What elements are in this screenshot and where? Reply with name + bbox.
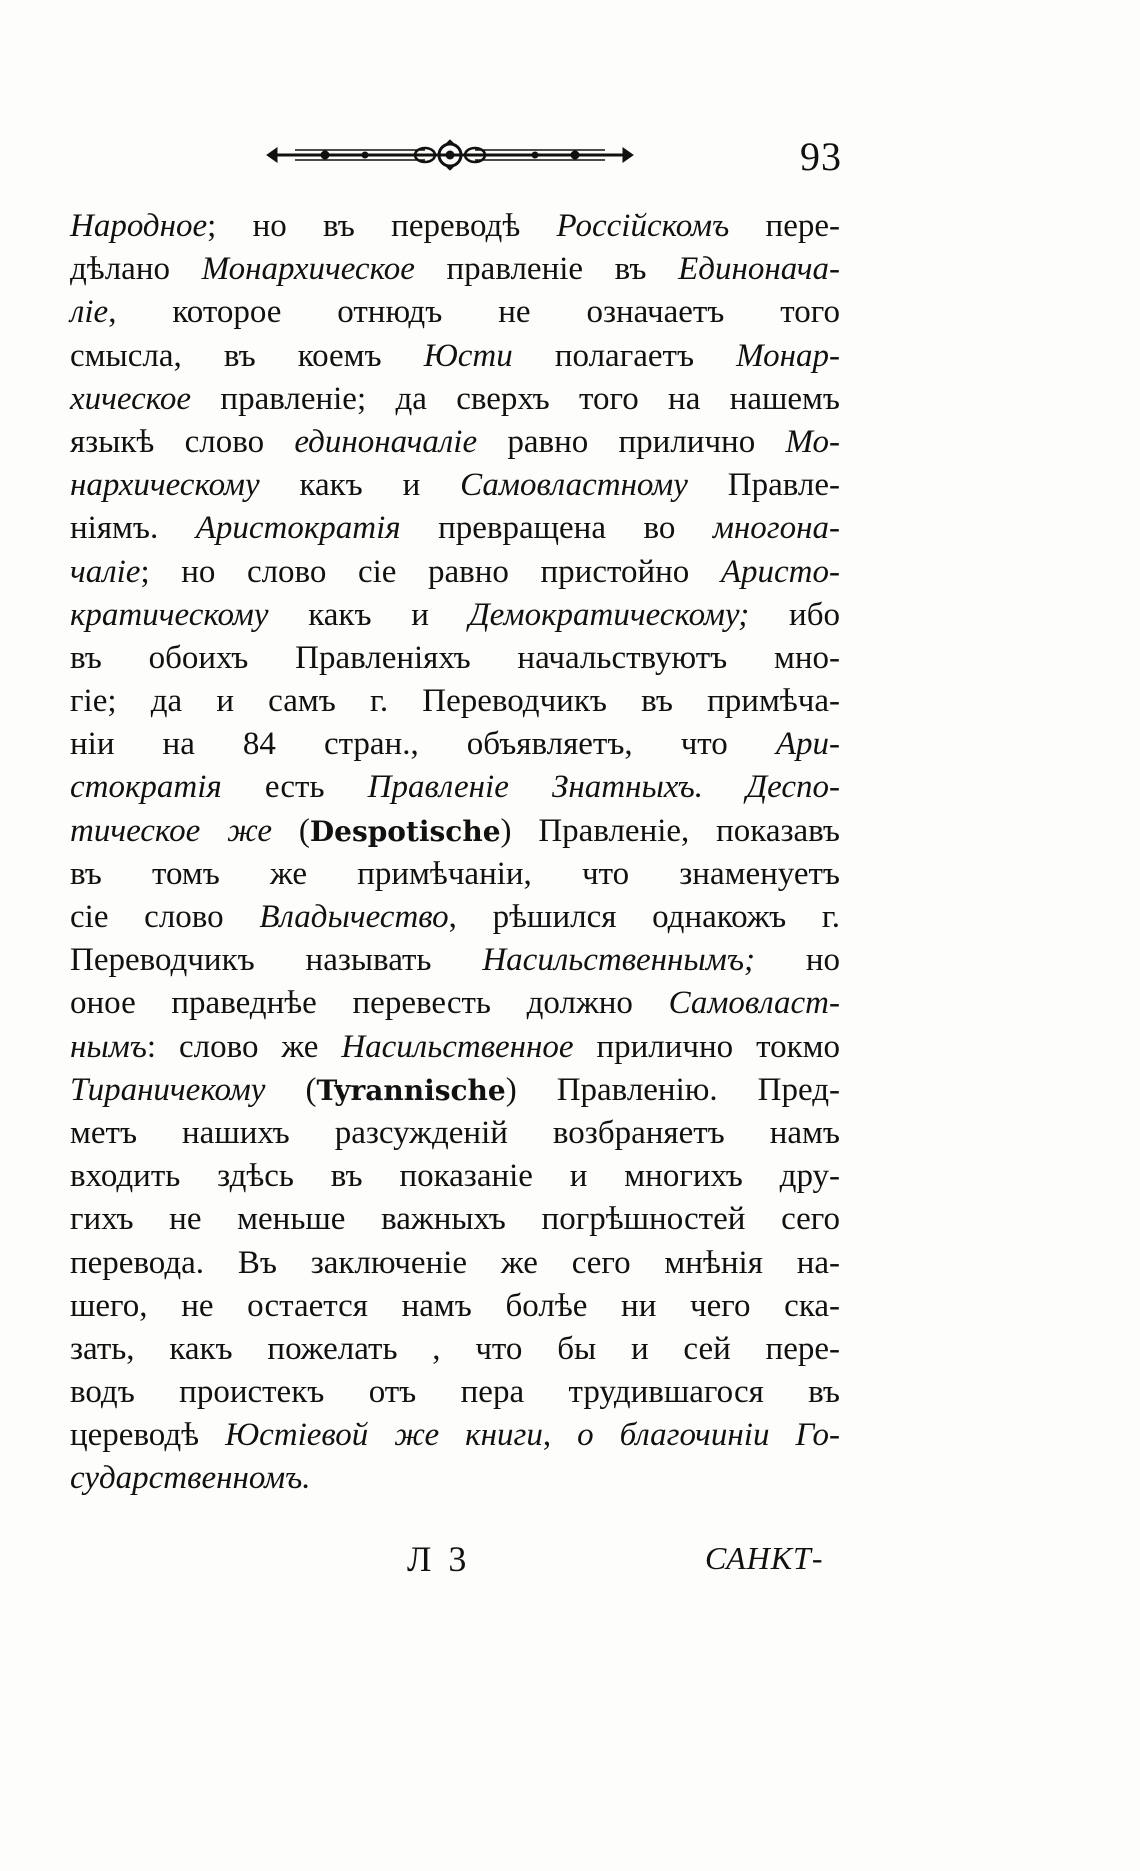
text-span: входить здѣсь въ показаніе и многихъ дру- (70, 1158, 840, 1195)
text-span: метъ нашихъ разсужденій возбраняетъ намъ (70, 1114, 840, 1151)
text-line (70, 335, 840, 378)
italic-text: Демократическому; (468, 596, 750, 633)
text-line (70, 507, 840, 550)
text-line (70, 982, 840, 1025)
floral-rule-ornament-icon (265, 138, 635, 172)
italic-text: о благочиніи Го- (577, 1417, 840, 1454)
text-span: правленіе; да сверхъ того на нашемъ (191, 380, 840, 417)
text-span: Переводчикъ называть (70, 942, 483, 979)
text-line (70, 1026, 840, 1069)
catchword: САНКТ- (705, 1540, 824, 1576)
italic-text: чаліе (70, 553, 141, 590)
italic-text: стократія (70, 769, 222, 806)
blackletter-text: Despotische (309, 814, 501, 848)
italic-text: сударственномъ. (70, 1460, 311, 1497)
text-line (70, 1112, 840, 1155)
text-span: ніи на 84 стран., объявляетъ, что (70, 726, 776, 763)
italic-text: Аристократія (195, 510, 401, 547)
text-span: водъ проистекъ отъ пера трудившагося въ (70, 1374, 840, 1411)
text-span: пере- (729, 208, 840, 244)
italic-text: Правленіе Знатныхъ. Деспо- (367, 769, 840, 806)
text-line (70, 464, 840, 507)
italic-text: Тираничекому (70, 1071, 266, 1108)
text-line (70, 291, 840, 334)
italic-text: Монархическое (201, 251, 415, 288)
signature-mark: Л 3 (407, 1539, 471, 1579)
text-line (70, 766, 840, 809)
text-line (70, 1242, 840, 1285)
italic-text: Самовласт- (668, 985, 840, 1022)
text-line (70, 1328, 840, 1371)
italic-text: единоначаліе (294, 423, 478, 460)
italic-text: ліе (70, 294, 109, 331)
text-line (70, 1155, 840, 1198)
italic-text: Юстіевой же книги (225, 1417, 543, 1454)
italic-text: многона- (712, 510, 840, 547)
text-line (70, 1457, 840, 1500)
text-span: гіе; да и самъ г. Переводчикъ въ примѣча- (70, 683, 840, 720)
text-span: дѣлано (70, 251, 202, 288)
text-span: ; но въ переводѣ (207, 208, 557, 244)
text-span: , которое отнюдъ не означаетъ того (108, 294, 840, 331)
text-line (70, 939, 840, 982)
italic-text: Аристо- (720, 553, 840, 590)
text-span: ) Правленію. Пред- (505, 1071, 840, 1108)
text-line (70, 810, 840, 853)
text-line (70, 1285, 840, 1328)
page-number: 93 (800, 134, 842, 179)
text-span: ибо (749, 596, 841, 633)
text-span: есть (221, 769, 368, 806)
blackletter-text: Tyrannische (316, 1073, 506, 1107)
text-span: какъ и (268, 596, 469, 633)
text-span: равно прилично (477, 423, 786, 460)
text-span: смысла, въ коемъ (70, 337, 424, 374)
text-line (70, 896, 840, 939)
text-line (70, 421, 840, 464)
text-span: ніямъ. (70, 510, 196, 547)
text-line (70, 680, 840, 723)
text-line (70, 1371, 840, 1414)
italic-text: Владычество (259, 899, 449, 935)
body-text (70, 205, 840, 1501)
text-line (70, 551, 840, 594)
text-line (70, 378, 840, 421)
text-line (70, 853, 840, 896)
text-line (70, 1414, 840, 1457)
italic-text: Ари- (775, 726, 840, 763)
text-span: какъ и (259, 467, 461, 504)
italic-text: Россійскомъ (556, 208, 730, 244)
italic-text: тическое же (70, 812, 273, 849)
text-line (70, 723, 840, 766)
text-line (70, 205, 840, 248)
text-span: , (542, 1417, 578, 1454)
text-span: превращена во (400, 510, 713, 547)
text-span: ; но слово сіе равно пристойно (140, 553, 721, 590)
italic-text: нымъ (70, 1028, 147, 1065)
italic-text: Насильственнымъ; (482, 942, 755, 979)
italic-text: Насильственное (341, 1028, 574, 1065)
text-span: ) Правленіе, показавъ (500, 812, 840, 849)
italic-text: нархическому (70, 467, 260, 504)
text-line (70, 637, 840, 680)
italic-text: Народное (70, 208, 208, 244)
text-span: оное праведнѣе перевесть должно (70, 985, 669, 1022)
text-span: , рѣшился однакожъ г. (448, 899, 840, 935)
text-span: прилично токмо (573, 1028, 841, 1065)
text-span: языкѣ слово (70, 423, 295, 460)
text-span: Правле- (687, 467, 840, 504)
text-span: сіе слово (70, 899, 260, 935)
text-span: зать, какъ пожелать , что бы и сей пере- (70, 1330, 840, 1367)
text-span: но (754, 942, 840, 979)
text-span: ( (272, 812, 310, 849)
text-span: перевода. Въ заключеніе же сего мнѣнія на- (70, 1244, 840, 1281)
italic-text: хическое (70, 380, 192, 417)
text-span: въ обоихъ Правленіяхъ начальствуютъ мно- (70, 639, 840, 676)
text-span: : слово же (146, 1028, 342, 1065)
italic-text: Юсти (423, 337, 513, 374)
text-span: въ томъ же примѣчаніи, что знаменуетъ (70, 855, 840, 892)
italic-text: Мо- (785, 423, 840, 460)
text-line (70, 594, 840, 637)
text-span: полагаетъ (512, 337, 737, 374)
text-span: шего, не остается намъ болѣе ни чего ска- (70, 1287, 840, 1324)
italic-text: Самовластному (460, 467, 688, 504)
text-span: правленіе въ (414, 251, 679, 288)
italic-text: Единонача- (678, 251, 840, 288)
italic-text: кратическому (70, 596, 269, 633)
text-line (70, 1198, 840, 1241)
text-line (70, 1069, 840, 1112)
text-line (70, 248, 840, 291)
text-span: гихъ не меньше важныхъ погрѣшностей сего (70, 1201, 840, 1238)
italic-text: Монар- (736, 337, 841, 374)
text-span: цереводѣ (70, 1417, 226, 1454)
text-span: ( (265, 1071, 317, 1108)
